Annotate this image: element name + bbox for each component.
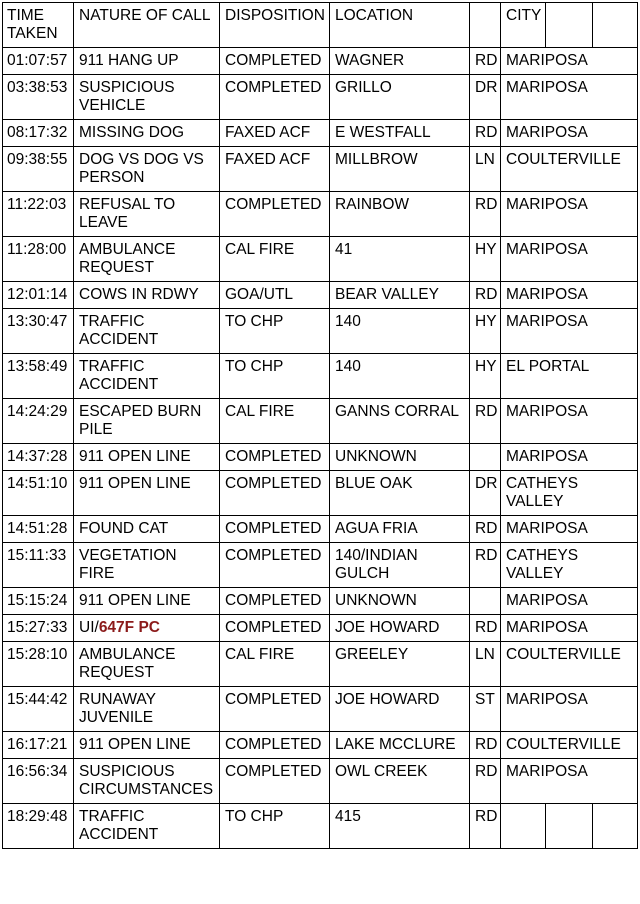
cell-city: COULTERVILLE bbox=[501, 642, 638, 687]
cell-disposition: COMPLETED bbox=[220, 687, 330, 732]
cell-disposition: COMPLETED bbox=[220, 588, 330, 615]
cell-street-suffix: DR bbox=[470, 75, 501, 120]
cell-disposition: COMPLETED bbox=[220, 732, 330, 759]
cell-time-taken: 01:07:57 bbox=[3, 48, 74, 75]
cell-street-suffix: RD bbox=[470, 192, 501, 237]
cell-disposition: GOA/UTL bbox=[220, 282, 330, 309]
cell-time-taken: 14:51:10 bbox=[3, 471, 74, 516]
nature-of-call-text: MISSING DOG bbox=[79, 124, 185, 141]
cell-location: UNKNOWN bbox=[330, 588, 470, 615]
cell-street-suffix: HY bbox=[470, 237, 501, 282]
cell-location: WAGNER bbox=[330, 48, 470, 75]
cell-nature-of-call bbox=[74, 615, 220, 642]
table-row bbox=[3, 732, 638, 759]
cell-disposition: CAL FIRE bbox=[220, 642, 330, 687]
cell-nature-of-call bbox=[74, 732, 220, 759]
nature-of-call-text: 911 OPEN LINE bbox=[79, 475, 191, 492]
cell-disposition: CAL FIRE bbox=[220, 237, 330, 282]
table-row bbox=[3, 588, 638, 615]
cell-city bbox=[501, 804, 546, 849]
table-row bbox=[3, 282, 638, 309]
cell-city: MARIPOSA bbox=[501, 75, 638, 120]
cell-street-suffix: RD bbox=[470, 804, 501, 849]
cell-city: MARIPOSA bbox=[501, 282, 638, 309]
nature-of-call-text: AMBULANCE REQUEST bbox=[79, 241, 176, 276]
table-row bbox=[3, 615, 638, 642]
header-street-suffix bbox=[470, 3, 501, 48]
cell-city: MARIPOSA bbox=[501, 192, 638, 237]
table-row bbox=[3, 237, 638, 282]
cell-location: LAKE MCCLURE bbox=[330, 732, 470, 759]
cell-street-suffix: HY bbox=[470, 309, 501, 354]
nature-of-call-text: 911 OPEN LINE bbox=[79, 592, 191, 609]
table-row bbox=[3, 687, 638, 732]
cell-time-taken: 15:15:24 bbox=[3, 588, 74, 615]
cell-location: GREELEY bbox=[330, 642, 470, 687]
cell-nature-of-call bbox=[74, 48, 220, 75]
table-row bbox=[3, 804, 638, 849]
table-row bbox=[3, 471, 638, 516]
cell-street-suffix: RD bbox=[470, 282, 501, 309]
cell-disposition: TO CHP bbox=[220, 309, 330, 354]
call-log-table bbox=[2, 2, 638, 849]
header-nature-of-call: NATURE OF CALL bbox=[74, 3, 220, 48]
nature-of-call-text: REFUSAL TO LEAVE bbox=[79, 196, 176, 231]
cell-street-suffix bbox=[470, 444, 501, 471]
cell-location: OWL CREEK bbox=[330, 759, 470, 804]
cell-street-suffix: RD bbox=[470, 732, 501, 759]
cell-city: MARIPOSA bbox=[501, 759, 638, 804]
nature-of-call-text: SUSPICIOUS VEHICLE bbox=[79, 79, 175, 114]
cell-disposition: FAXED ACF bbox=[220, 147, 330, 192]
cell-location: 140 bbox=[330, 309, 470, 354]
table-row bbox=[3, 516, 638, 543]
penal-code-highlight: 647F PC bbox=[98, 619, 160, 636]
nature-of-call-text: DOG VS DOG VS PERSON bbox=[79, 151, 204, 186]
cell-nature-of-call bbox=[74, 147, 220, 192]
nature-of-call-text: 911 HANG UP bbox=[79, 52, 179, 69]
cell-location: JOE HOWARD bbox=[330, 687, 470, 732]
cell-time-taken: 15:11:33 bbox=[3, 543, 74, 588]
nature-of-call-text: TRAFFIC ACCIDENT bbox=[79, 313, 159, 348]
cell-location: AGUA FRIA bbox=[330, 516, 470, 543]
cell-city: COULTERVILLE bbox=[501, 732, 638, 759]
cell-city: CATHEYS VALLEY bbox=[501, 471, 638, 516]
cell-city: COULTERVILLE bbox=[501, 147, 638, 192]
table-row bbox=[3, 759, 638, 804]
cell-nature-of-call bbox=[74, 687, 220, 732]
header-time-taken: TIME TAKEN bbox=[3, 3, 74, 48]
cell-blank-1 bbox=[546, 804, 593, 849]
nature-of-call-text: VEGETATION FIRE bbox=[79, 547, 177, 582]
cell-nature-of-call bbox=[74, 75, 220, 120]
cell-disposition: CAL FIRE bbox=[220, 399, 330, 444]
cell-time-taken: 03:38:53 bbox=[3, 75, 74, 120]
cell-nature-of-call bbox=[74, 120, 220, 147]
cell-blank-2 bbox=[593, 804, 638, 849]
cell-disposition: COMPLETED bbox=[220, 192, 330, 237]
cell-disposition: COMPLETED bbox=[220, 516, 330, 543]
cell-street-suffix: HY bbox=[470, 354, 501, 399]
cell-street-suffix: RD bbox=[470, 48, 501, 75]
nature-of-call-text: UI/ bbox=[79, 619, 99, 636]
cell-street-suffix: RD bbox=[470, 543, 501, 588]
nature-of-call-text: SUSPICIOUS CIRCUMSTANCES bbox=[79, 763, 214, 798]
cell-location: UNKNOWN bbox=[330, 444, 470, 471]
cell-location: 41 bbox=[330, 237, 470, 282]
cell-disposition: TO CHP bbox=[220, 354, 330, 399]
cell-time-taken: 15:27:33 bbox=[3, 615, 74, 642]
cell-disposition: COMPLETED bbox=[220, 75, 330, 120]
cell-nature-of-call bbox=[74, 309, 220, 354]
cell-street-suffix: RD bbox=[470, 120, 501, 147]
cell-disposition: COMPLETED bbox=[220, 759, 330, 804]
cell-time-taken: 09:38:55 bbox=[3, 147, 74, 192]
header-disposition: DISPOSITION bbox=[220, 3, 330, 48]
cell-city: MARIPOSA bbox=[501, 588, 638, 615]
cell-time-taken: 12:01:14 bbox=[3, 282, 74, 309]
header-blank-1 bbox=[546, 3, 593, 48]
cell-time-taken: 13:30:47 bbox=[3, 309, 74, 354]
table-row bbox=[3, 309, 638, 354]
cell-time-taken: 11:22:03 bbox=[3, 192, 74, 237]
cell-location: BEAR VALLEY bbox=[330, 282, 470, 309]
cell-city: MARIPOSA bbox=[501, 615, 638, 642]
cell-location: GRILLO bbox=[330, 75, 470, 120]
cell-nature-of-call bbox=[74, 804, 220, 849]
cell-location: E WESTFALL bbox=[330, 120, 470, 147]
cell-nature-of-call bbox=[74, 444, 220, 471]
table-row bbox=[3, 444, 638, 471]
cell-location: MILLBROW bbox=[330, 147, 470, 192]
cell-city: EL PORTAL bbox=[501, 354, 638, 399]
cell-disposition: FAXED ACF bbox=[220, 120, 330, 147]
table-row bbox=[3, 543, 638, 588]
table-row bbox=[3, 48, 638, 75]
cell-nature-of-call bbox=[74, 642, 220, 687]
call-log-body bbox=[3, 48, 638, 849]
table-row bbox=[3, 192, 638, 237]
cell-city: MARIPOSA bbox=[501, 48, 638, 75]
cell-time-taken: 15:44:42 bbox=[3, 687, 74, 732]
cell-street-suffix: LN bbox=[470, 147, 501, 192]
header-location: LOCATION bbox=[330, 3, 470, 48]
header-row bbox=[3, 3, 638, 48]
cell-location: JOE HOWARD bbox=[330, 615, 470, 642]
cell-city: MARIPOSA bbox=[501, 687, 638, 732]
cell-time-taken: 15:28:10 bbox=[3, 642, 74, 687]
nature-of-call-text: ESCAPED BURN PILE bbox=[79, 403, 202, 438]
cell-location: GANNS CORRAL bbox=[330, 399, 470, 444]
cell-time-taken: 14:24:29 bbox=[3, 399, 74, 444]
cell-city: MARIPOSA bbox=[501, 516, 638, 543]
cell-location: 140/INDIAN GULCH bbox=[330, 543, 470, 588]
nature-of-call-text: TRAFFIC ACCIDENT bbox=[79, 358, 159, 393]
cell-nature-of-call bbox=[74, 399, 220, 444]
table-row bbox=[3, 147, 638, 192]
table-row bbox=[3, 75, 638, 120]
cell-street-suffix bbox=[470, 588, 501, 615]
nature-of-call-text: RUNAWAY JUVENILE bbox=[79, 691, 156, 726]
cell-time-taken: 14:51:28 bbox=[3, 516, 74, 543]
cell-street-suffix: LN bbox=[470, 642, 501, 687]
cell-location: 140 bbox=[330, 354, 470, 399]
cell-time-taken: 11:28:00 bbox=[3, 237, 74, 282]
cell-time-taken: 08:17:32 bbox=[3, 120, 74, 147]
cell-disposition: COMPLETED bbox=[220, 444, 330, 471]
cell-disposition: COMPLETED bbox=[220, 471, 330, 516]
cell-nature-of-call bbox=[74, 543, 220, 588]
cell-time-taken: 14:37:28 bbox=[3, 444, 74, 471]
nature-of-call-text: COWS IN RDWY bbox=[79, 286, 199, 303]
cell-city: MARIPOSA bbox=[501, 120, 638, 147]
cell-nature-of-call bbox=[74, 237, 220, 282]
cell-time-taken: 16:56:34 bbox=[3, 759, 74, 804]
cell-street-suffix: RD bbox=[470, 399, 501, 444]
cell-city: CATHEYS VALLEY bbox=[501, 543, 638, 588]
cell-nature-of-call bbox=[74, 282, 220, 309]
cell-street-suffix: RD bbox=[470, 615, 501, 642]
table-row bbox=[3, 120, 638, 147]
header-city: CITY bbox=[501, 3, 546, 48]
cell-city: MARIPOSA bbox=[501, 237, 638, 282]
cell-location: 415 bbox=[330, 804, 470, 849]
cell-time-taken: 16:17:21 bbox=[3, 732, 74, 759]
cell-nature-of-call bbox=[74, 516, 220, 543]
cell-city: MARIPOSA bbox=[501, 309, 638, 354]
cell-disposition: COMPLETED bbox=[220, 615, 330, 642]
nature-of-call-text: FOUND CAT bbox=[79, 520, 169, 537]
cell-city: MARIPOSA bbox=[501, 399, 638, 444]
table-row bbox=[3, 354, 638, 399]
nature-of-call-text: 911 OPEN LINE bbox=[79, 736, 191, 753]
cell-disposition: TO CHP bbox=[220, 804, 330, 849]
cell-nature-of-call bbox=[74, 588, 220, 615]
cell-time-taken: 13:58:49 bbox=[3, 354, 74, 399]
cell-time-taken: 18:29:48 bbox=[3, 804, 74, 849]
cell-nature-of-call bbox=[74, 354, 220, 399]
table-row bbox=[3, 399, 638, 444]
nature-of-call-text: 911 OPEN LINE bbox=[79, 448, 191, 465]
nature-of-call-text: TRAFFIC ACCIDENT bbox=[79, 808, 159, 843]
cell-location: BLUE OAK bbox=[330, 471, 470, 516]
cell-nature-of-call bbox=[74, 471, 220, 516]
cell-disposition: COMPLETED bbox=[220, 543, 330, 588]
cell-street-suffix: ST bbox=[470, 687, 501, 732]
cell-nature-of-call bbox=[74, 759, 220, 804]
cell-street-suffix: RD bbox=[470, 759, 501, 804]
cell-location: RAINBOW bbox=[330, 192, 470, 237]
cell-nature-of-call bbox=[74, 192, 220, 237]
cell-street-suffix: RD bbox=[470, 516, 501, 543]
cell-city: MARIPOSA bbox=[501, 444, 638, 471]
header-blank-2 bbox=[593, 3, 638, 48]
nature-of-call-text: AMBULANCE REQUEST bbox=[79, 646, 176, 681]
table-row bbox=[3, 642, 638, 687]
cell-street-suffix: DR bbox=[470, 471, 501, 516]
cell-disposition: COMPLETED bbox=[220, 48, 330, 75]
